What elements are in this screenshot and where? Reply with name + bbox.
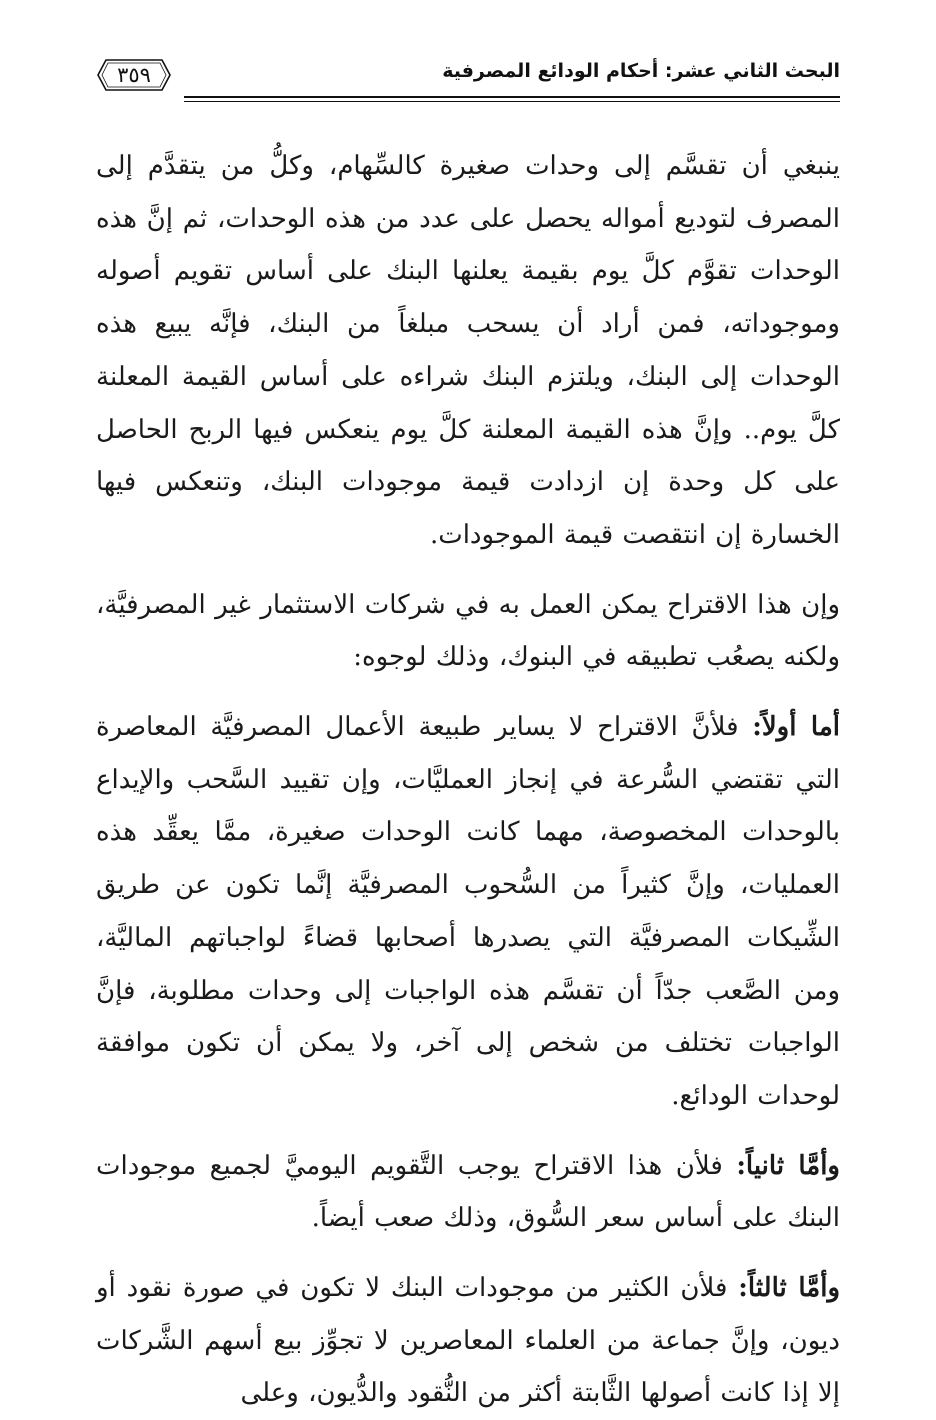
- paragraph-text: فلأن هذا الاقتراح يوجب التَّقويم اليوميَّ لجميع موجودات البنك على أساس سعر السُّوق، وذلك صعب أيضاً.: [96, 1150, 840, 1234]
- running-title: البحث الثاني عشر: أحكام الودائع المصرفية: [442, 60, 840, 82]
- header-rule-thin: [184, 101, 840, 102]
- paragraph-text: وإن هذا الاقتراح يمكن العمل به في شركات الاستثمار غير المصرفيَّة، ولكنه يصعُب تطبيقه في البنوك، وذلك لوجوه:: [96, 589, 840, 673]
- paragraph-lead: وأمَّا ثالثاً:: [738, 1273, 840, 1304]
- paragraph-lead: أما أولاً:: [752, 712, 840, 743]
- body-text: [96, 140, 840, 1420]
- page-number-cartouche: [96, 58, 172, 92]
- paragraph-lead: وأمَّا ثانياً:: [736, 1150, 840, 1181]
- header-rule: [184, 96, 840, 98]
- page-number: ٣٥٩: [117, 63, 151, 87]
- paragraph-text: ينبغي أن تقسَّم إلى وحدات صغيرة كالسِّهام، وكلُّ من يتقدَّم إلى المصرف لتوديع أمواله يحصل على عدد من هذه الوحدات، ثم إنَّ هذه الوحدات تقوَّم كلَّ يوم بقيمة يعلنها البنك على أساس تقويم أصوله وموجوداته، فمن أراد أن يسحب مبلغاً من البنك، فإنَّه يبيع هذه الوحدات إلى البنك، ويلتزم البنك شراءه على أساس القيمة المعلنة كلَّ يوم.. وإنَّ هذه القيمة المعلنة كلَّ يوم ينعكس فيها الربح الحاصل على كل وحدة إن ازدادت قيمة موجودات البنك، وتنعكس فيها الخسارة إن انتقصت قيمة الموجودات.: [96, 151, 840, 550]
- paragraph-text: فلأنَّ الاقتراح لا يساير طبيعة الأعمال المصرفيَّة المعاصرة التي تقتضي السُّرعة في إنجاز العمليَّات، وإن تقييد السَّحب والإيداع بالوحدات المخصوصة، مهما كانت الوحدات صغيرة، ممَّا يعقِّد هذه العمليات، وإنَّ كثيراً من السُّحوب المصرفيَّة إنَّما تكون عن طريق الشِّيكات المصرفيَّة التي يصدرها أصحابها قضاءً لواجباتهم الماليَّة، ومن الصَّعب جدّاً أن تقسَّم هذه الواجبات إلى وحدات مطلوبة، فإنَّ الواجبات تختلف من شخص إلى آخر، ولا يمكن أن تكون موافقة لوحدات الودائع.: [96, 712, 840, 1111]
- paragraph: [96, 701, 840, 1123]
- paragraph: [96, 140, 840, 562]
- page-header: [92, 54, 840, 104]
- paragraph: [96, 1262, 840, 1420]
- paragraph: [96, 579, 840, 684]
- paragraph-text: فلأن الكثير من موجودات البنك لا تكون في صورة نقود أو ديون، وإنَّ جماعة من العلماء المعاصرين لا تجوِّز بيع أسهم الشَّركات إلا إذا كانت أصولها الثَّابتة أكثر من النُّقود والدُّيون، وعلى: [96, 1273, 840, 1409]
- paragraph: [96, 1140, 840, 1245]
